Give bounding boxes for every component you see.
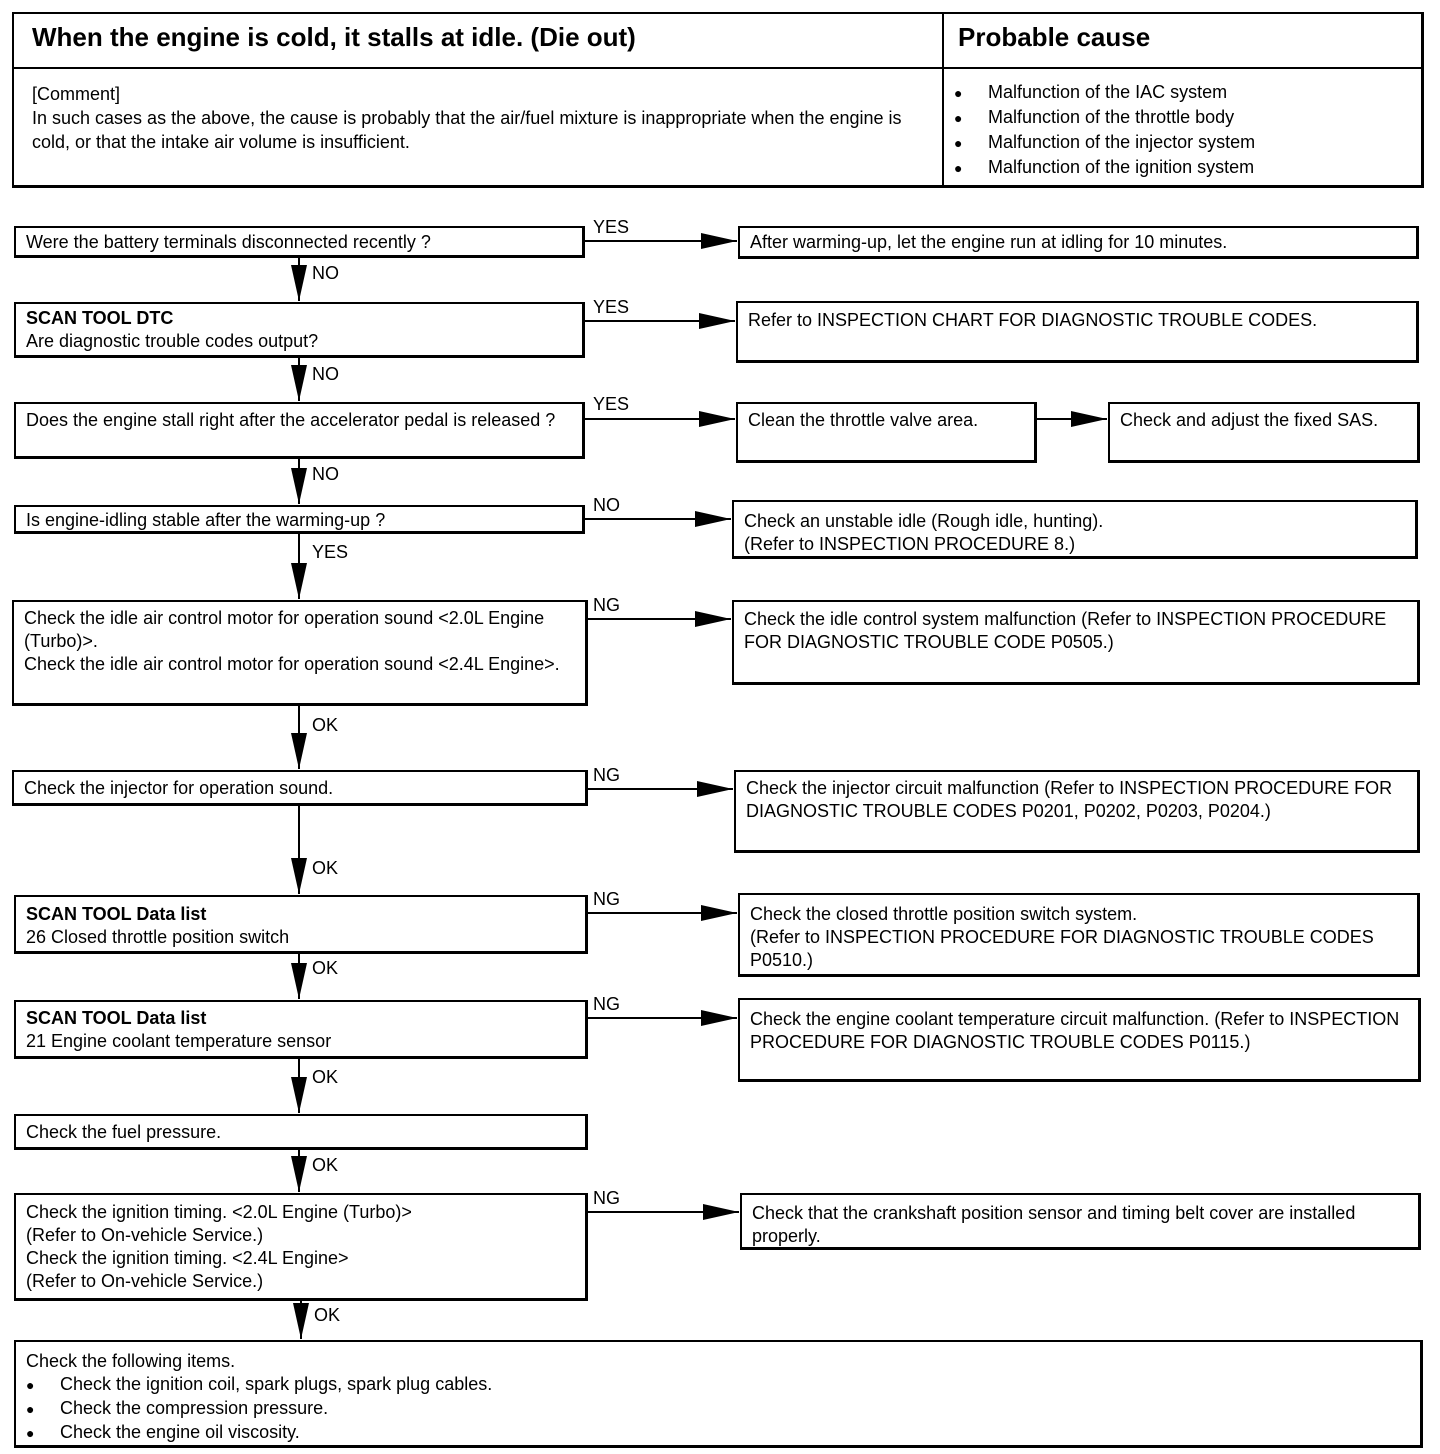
down-label: OK [312,858,339,878]
result-box [738,226,1419,259]
branch-label: NG [593,1188,620,1208]
step-box [14,1193,588,1301]
down-label: OK [314,1305,341,1325]
result-text: Check and adjust the fixed SAS. [1120,410,1379,430]
page-title: When the engine is cold, it stalls at idle. (Die out) [32,22,636,52]
down-label: NO [312,364,339,384]
step-text: Is engine-idling stable after the warming-up ? [26,510,386,530]
branch-label: YES [593,297,630,317]
down-label: OK [312,1155,339,1175]
result-box [732,500,1418,559]
step-text: Check the ignition timing. <2.4L Engine> [26,1248,349,1268]
cause-title: Probable cause [958,22,1151,52]
down-label: OK [312,715,339,735]
check-item: ● Check the ignition coil, spark plugs, spark plug cables. [26,1373,1410,1397]
step-box [14,302,585,358]
result-text: (Refer to INSPECTION PROCEDURE 8.) [744,534,1076,554]
result-text: Refer to INSPECTION CHART FOR DIAGNOSTIC TROUBLE CODES. [748,310,1318,330]
step-text: 21 Engine coolant temperature sensor [26,1031,332,1051]
result-text: Check the injector circuit malfunction (Refer to INSPECTION PROCEDURE FOR DIAGNOSTIC TROUBLE CODES P0201, P0202, P0203, P0204.) [746,778,1393,821]
check-item: ● Check the engine oil viscosity. [26,1421,1410,1445]
step-box [14,895,588,954]
comment-text: In such cases as the above, the cause is probably that the air/fuel mixture is inappropriate when the engine is cold, or that the intake air volume is insufficient. [32,108,902,152]
cause-item: ● Malfunction of the ignition system [954,155,1255,180]
result-box [732,600,1420,685]
branch-label: NG [593,994,620,1014]
final-text: Check the following items. [26,1351,236,1371]
step-text: Check the ignition timing. <2.0L Engine (Turbo)> [26,1202,412,1222]
step-box [12,770,588,806]
step-text: Are diagnostic trouble codes output? [26,331,319,351]
step-box [12,600,588,706]
result-text: Check an unstable idle (Rough idle, hunting). [744,511,1104,531]
branch-label: YES [593,394,630,414]
step-text: (Refer to On-vehicle Service.) [26,1271,264,1291]
cause-item: ● Malfunction of the IAC system [954,80,1255,105]
step-text: 26 Closed throttle position switch [26,927,290,947]
check-item: ● Check the compression pressure. [26,1397,1410,1421]
step-text: Check the idle air control motor for operation sound <2.0L Engine (Turbo)>. [24,608,545,651]
result-text: After warming-up, let the engine run at idling for 10 minutes. [750,232,1228,252]
step-title: SCAN TOOL DTC [26,308,174,328]
step-box [14,402,585,459]
down-label: YES [312,542,349,562]
branch-label: NG [593,595,620,615]
step-text: Were the battery terminals disconnected recently ? [26,232,431,252]
result-box [740,1193,1421,1250]
result-box [738,893,1420,977]
result-box [736,402,1037,463]
branch-label: NG [593,765,620,785]
comment-label: [Comment] [32,84,121,104]
result-box [738,998,1421,1082]
result-text: Check the idle control system malfunction (Refer to INSPECTION PROCEDURE FOR DIAGNOSTIC TROUBLE CODE P0505.) [744,609,1387,652]
down-label: NO [312,464,339,484]
step-title: SCAN TOOL Data list [26,1008,207,1028]
step-text: Check the injector for operation sound. [24,778,334,798]
result-text: (Refer to INSPECTION PROCEDURE FOR DIAGNOSTIC TROUBLE CODES P0510.) [750,927,1374,970]
step-title: SCAN TOOL Data list [26,904,207,924]
step-box [14,1000,588,1059]
down-label: NO [312,263,339,283]
step-text: (Refer to On-vehicle Service.) [26,1225,264,1245]
step-box [14,1114,588,1150]
step-box [14,226,585,258]
step-box [14,505,585,534]
step-text: Does the engine stall right after the accelerator pedal is released ? [26,410,556,430]
final-box [14,1340,1423,1448]
result-text: Check the closed throttle position switch system. [750,904,1138,924]
step-text: Check the idle air control motor for operation sound <2.4L Engine>. [24,654,560,674]
down-label: OK [312,1067,339,1087]
result-text: Check the engine coolant temperature circuit malfunction. (Refer to INSPECTION PROCEDURE FOR DIAGNOSTIC TROUBLE CODES P0115.) [750,1009,1400,1052]
result-text: Check that the crankshaft position sensor and timing belt cover are installed properly. [752,1203,1356,1246]
cause-item: ● Malfunction of the injector system [954,130,1255,155]
result-box [736,301,1419,363]
branch-label: NG [593,889,620,909]
cause-item: ● Malfunction of the throttle body [954,105,1255,130]
result-box [1108,402,1420,463]
branch-label: YES [593,217,630,237]
down-label: OK [312,958,339,978]
result-text: Clean the throttle valve area. [748,410,979,430]
branch-label: NO [593,495,620,515]
step-text: Check the fuel pressure. [26,1122,222,1142]
result-box [734,770,1420,853]
